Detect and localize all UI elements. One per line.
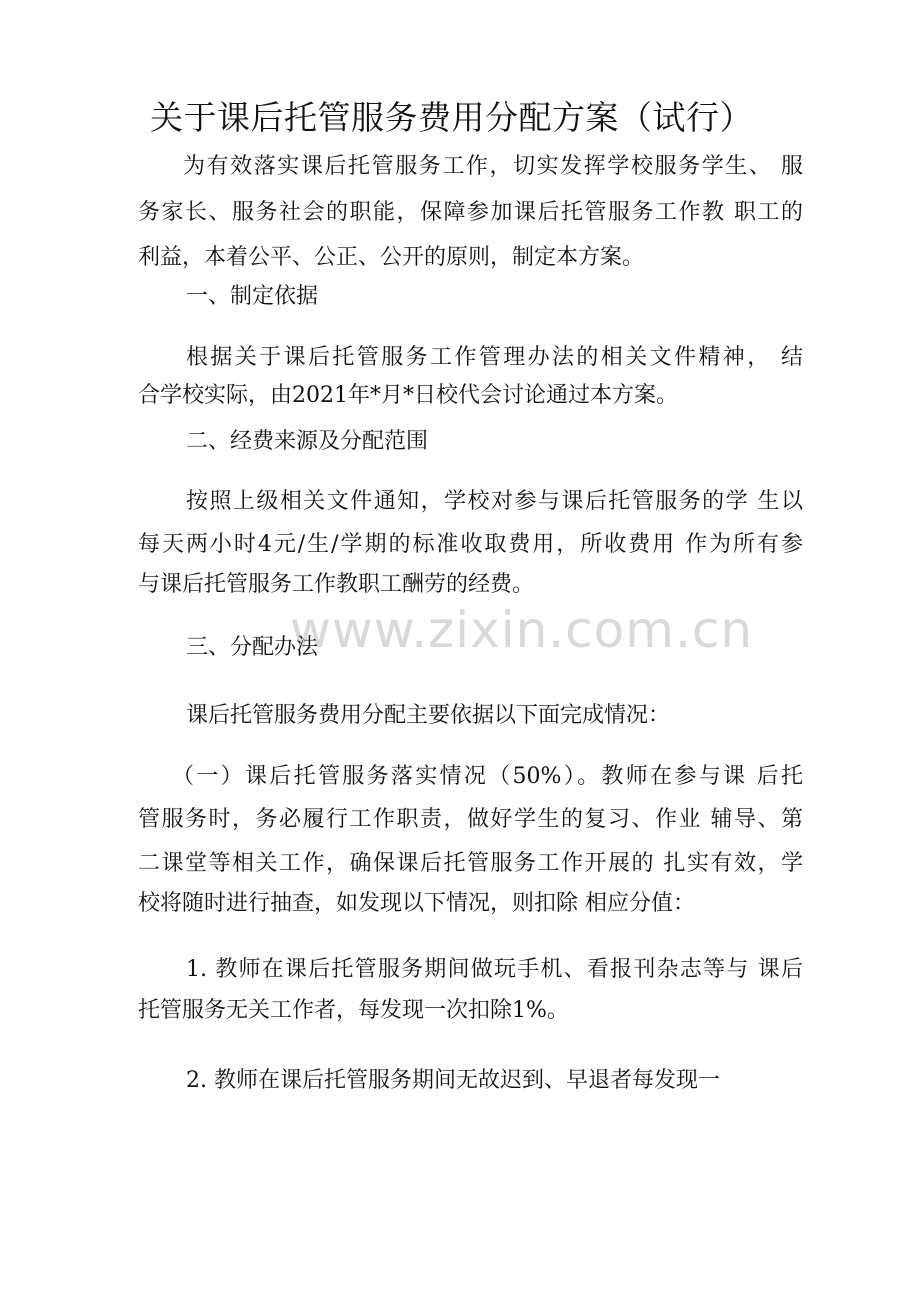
document-title: 关于课后托管服务费用分配方案（试行）: [150, 98, 753, 137]
section3-point2-line-1: 2. 教师在课后托管服务期间无故迟到、早退者每发现一: [186, 1068, 720, 1093]
section2-line-3: 与课后托管服务工作教职工酬劳的经费。: [138, 572, 535, 597]
intro-line-2: 务家长、服务社会的职能，保障参加课后托管服务工作教 职工的: [138, 200, 803, 225]
section1-heading: 一、制定依据: [186, 284, 319, 309]
section3-item1-line-4: 校将随时进行抽查，如发现以下情况，则扣除 相应分值：: [138, 891, 695, 916]
section2-heading: 二、经费来源及分配范围: [186, 429, 429, 454]
watermark: www.zixin.com.cn: [290, 601, 754, 659]
section2-line-1: 按照上级相关文件通知，学校对参与课后托管服务的学 生以: [186, 489, 803, 514]
intro-line-3: 利益，本着公平、公正、公开的原则，制定本方案。: [138, 245, 645, 270]
section1-line-2: 合学校实际，由2021年*月*日校代会讨论通过本方案。: [138, 383, 678, 408]
section2-line-2: 每天两小时4元/生/学期的标准收取费用，所收费用 作为所有参: [138, 532, 803, 557]
section3-item1-line-2: 管服务时，务必履行工作职责，做好学生的复习、作业 辅导、第: [138, 807, 803, 832]
section3-item1-line-1: （一）课后托管服务落实情况（50%）。教师在参与课 后托: [172, 764, 803, 789]
intro-line-1: 为有效落实课后托管服务工作，切实发挥学校服务学生、 服: [183, 154, 803, 179]
section3-lead: 课后托管服务费用分配主要依据以下面完成情况：: [186, 703, 671, 728]
section3-point1-line-1: 1. 教师在课后托管服务期间做玩手机、看报刊杂志等与 课后: [186, 957, 803, 982]
section3-heading: 三、分配办法: [186, 635, 319, 660]
section3-point1-line-2: 托管服务无关工作者，每发现一次扣除1%。: [138, 998, 569, 1023]
section3-item1-line-3: 二课堂等相关工作，确保课后托管服务工作开展的 扎实有效，学: [138, 851, 803, 876]
section1-line-1: 根据关于课后托管服务工作管理办法的相关文件精神， 结: [186, 345, 803, 370]
